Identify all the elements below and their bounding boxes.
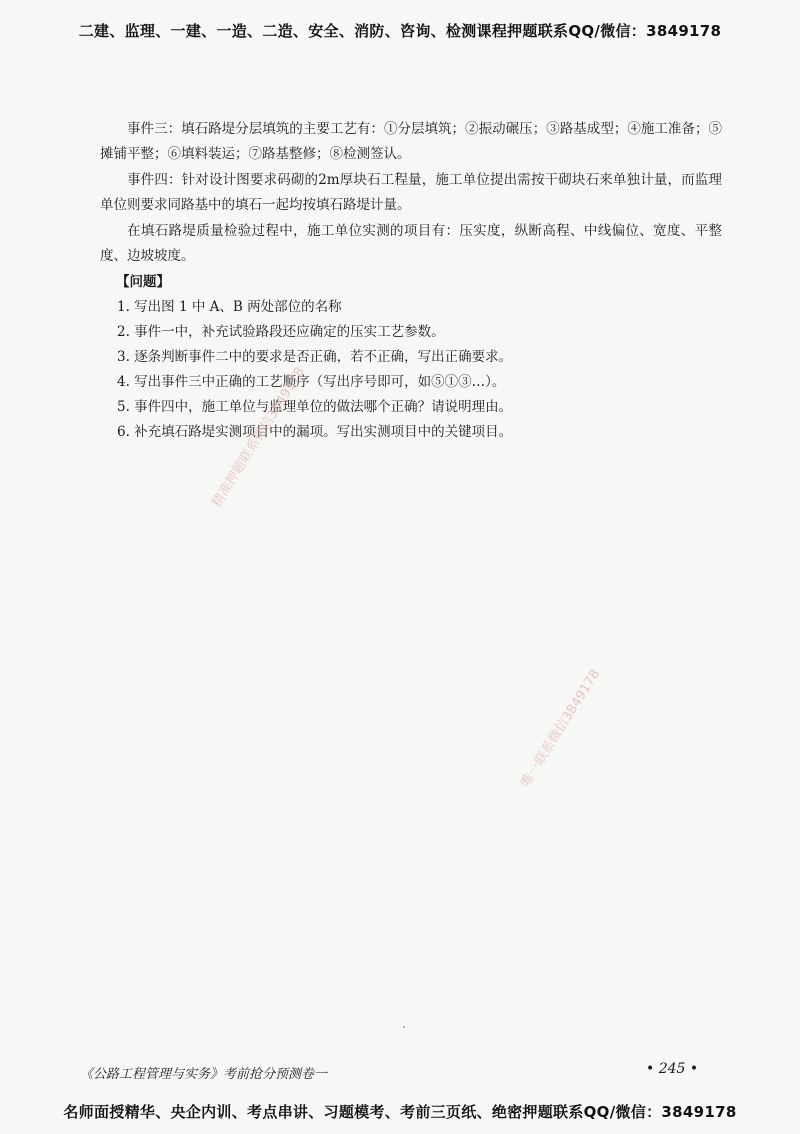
paragraph-event-3: 事件三：填石路堤分层填筑的主要工艺有：①分层填筑；②振动碾压；③路基成型；④施工准备；⑤摊铺平整；⑥填料装运；⑦路基整修；⑧检测签认。 [100,121,722,162]
question-item: 6. 补充填石路堤实测项目中的漏项。写出实测项目中的关键项目。 [117,424,513,440]
paragraph-quality-inspection: 在填石路堤质量检验过程中，施工单位实测的项目有：压实度，纵断高程、中线偏位、宽度、平整度、边坡坡度。 [100,223,722,264]
question-item: 1. 写出图 1 中 A、B 两处部位的名称 [117,299,342,315]
scan-speck [403,1026,405,1028]
questions-list [100,295,722,445]
header-banner: 二建、监理、一建、一造、二造、安全、消防、咨询、检测课程押题联系QQ/微信：3849178 [78,22,722,40]
question-item: 2. 事件一中，补充试验路段还应确定的压实工艺参数。 [117,324,445,340]
watermark-text: 精准押题联系微信3849178 [209,364,308,511]
page-number: • 245 • [646,1061,699,1077]
question-item: 3. 逐条判断事件二中的要求是否正确，若不正确，写出正确要求。 [117,349,513,365]
question-item: 5. 事件四中，施工单位与监理单位的做法哪个正确？请说明理由。 [117,399,513,415]
document-body [100,117,722,445]
question-item: 4. 写出事件三中正确的工艺顺序（写出序号即可，如⑤①③…）。 [117,374,506,390]
questions-heading: 【问题】 [116,274,170,290]
paragraph-event-4: 事件四：针对设计图要求码砌的2m厚块石工程量，施工单位提出需按干砌块石来单独计量，而监理单位则要求同路基中的填石一起均按填石路堤计量。 [100,172,722,213]
footer-book-title: 《公路工程管理与实务》考前抢分预测卷一 [80,1067,328,1082]
footer-banner: 名师面授精华、央企内训、考点串讲、习题模考、考前三页纸、绝密押题联系QQ/微信：3849178 [63,1103,737,1121]
watermark-text: 唯一联系微信3849178 [518,666,604,791]
